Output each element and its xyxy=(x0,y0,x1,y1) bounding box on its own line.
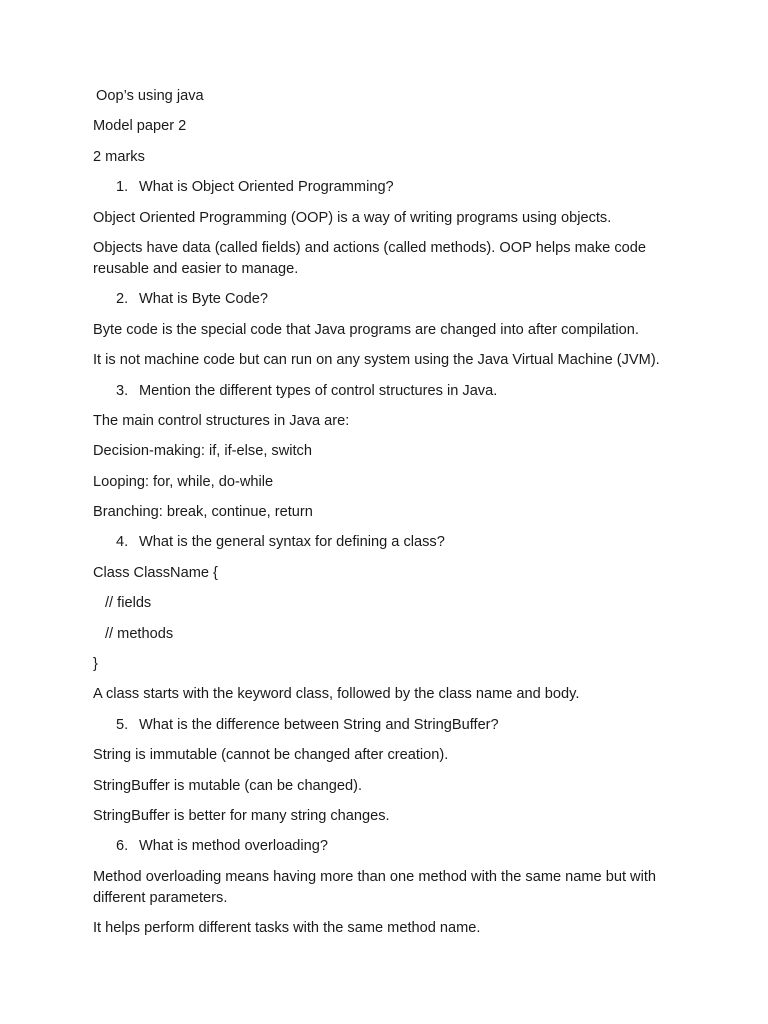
question-number: 5. xyxy=(116,716,129,733)
question-number: 2. xyxy=(116,291,129,308)
question-2 xyxy=(93,289,683,310)
question-6 xyxy=(93,836,683,857)
answer-line: StringBuffer is mutable (can be changed). xyxy=(93,777,363,794)
question-3 xyxy=(93,381,683,402)
code-line: // fields xyxy=(105,595,152,612)
question-text: What is the difference between String and StringBuffer? xyxy=(139,716,499,733)
question-text: What is Byte Code? xyxy=(139,291,268,308)
code-line: Class ClassName { xyxy=(93,564,218,581)
question-number: 4. xyxy=(116,534,129,551)
answer-line: Byte code is the special code that Java programs are changed into after compilation. xyxy=(93,321,639,338)
question-1 xyxy=(93,177,683,198)
answer-line: Objects have data (called fields) and actions (called methods). OOP helps make code reusable and easier to manage. xyxy=(93,239,651,277)
answer-line: A class starts with the keyword class, followed by the class name and body. xyxy=(93,686,580,703)
question-number: 1. xyxy=(116,179,129,196)
answer-line: String is immutable (cannot be changed after creation). xyxy=(93,747,449,764)
question-number: 6. xyxy=(116,838,129,855)
answer-line: Decision-making: if, if-else, switch xyxy=(93,443,312,460)
answer-line: Branching: break, continue, return xyxy=(93,504,313,521)
question-4 xyxy=(93,532,683,553)
answer-line: Object Oriented Programming (OOP) is a way of writing programs using objects. xyxy=(93,209,612,226)
code-line: // methods xyxy=(105,625,174,642)
code-line: } xyxy=(93,656,98,673)
answer-line: Looping: for, while, do-while xyxy=(93,473,274,490)
question-number: 3. xyxy=(116,382,129,399)
question-5 xyxy=(93,715,683,736)
question-text: What is Object Oriented Programming? xyxy=(139,179,394,196)
answer-line: StringBuffer is better for many string changes. xyxy=(93,807,390,824)
section-heading: 2 marks xyxy=(93,148,145,165)
answer-line: The main control structures in Java are: xyxy=(93,412,350,429)
question-text: Mention the different types of control structures in Java. xyxy=(139,382,498,399)
document-subtitle: Model paper 2 xyxy=(93,118,187,135)
document-page xyxy=(93,86,683,949)
document-title: Oop’s using java xyxy=(96,88,204,104)
answer-line: It helps perform different tasks with the same method name. xyxy=(93,920,481,937)
answer-line: It is not machine code but can run on any system using the Java Virtual Machine (JVM). xyxy=(93,352,660,369)
question-text: What is the general syntax for defining a class? xyxy=(139,534,445,551)
answer-line: Method overloading means having more than one method with the same name but with different parameters. xyxy=(93,868,661,906)
question-text: What is method overloading? xyxy=(139,838,329,855)
